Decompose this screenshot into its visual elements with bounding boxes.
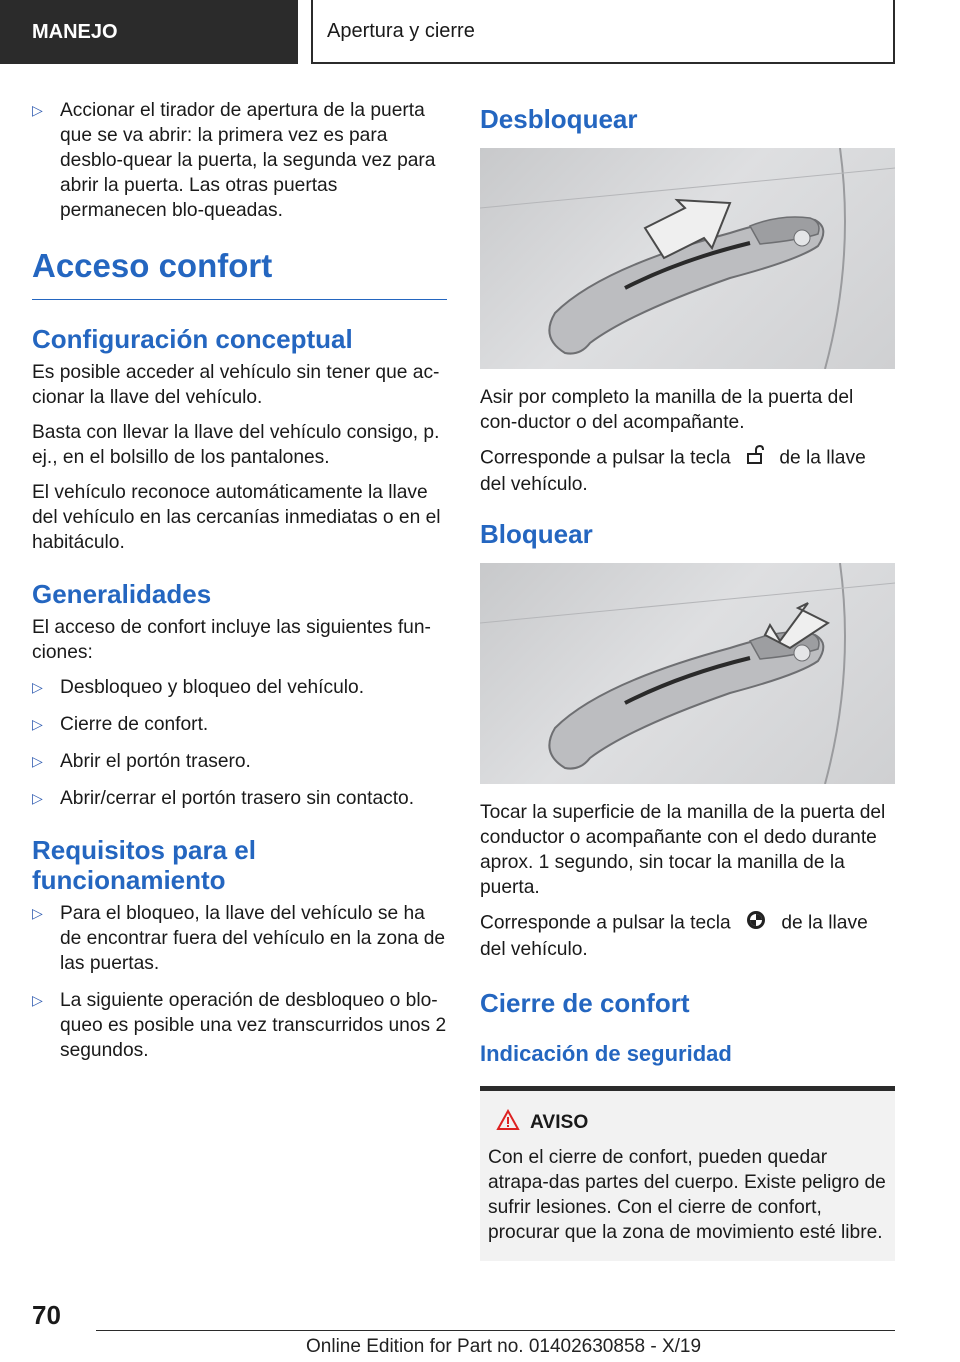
requirements-list (32, 901, 447, 1063)
list-item: ▷ Cierre de confort. (32, 714, 209, 735)
door-handle-lock-image (480, 563, 895, 784)
list-item: ▷ La siguiente operación de desbloqueo o blo-queo es posible una vez transcurridos unos 2 segundos. (32, 990, 447, 1061)
bullet-triangle-icon: ▷ (32, 102, 43, 118)
bullet-triangle-icon: ▷ (32, 679, 43, 695)
heading-lock: Bloquear (480, 519, 593, 549)
warning-text: Con el cierre de confort, pueden quedar atrapa-das partes del cuerpo. Existe peligro de sufrir lesiones. Con el cierre de confort, procurar que la zona de movimiento esté libre. (488, 1147, 886, 1243)
page-number: 70 (32, 1300, 61, 1330)
section-title: Acceso confort (32, 245, 447, 300)
bmw-logo-icon (746, 910, 766, 937)
bullet-triangle-icon: ▷ (32, 992, 43, 1008)
footer-divider (96, 1330, 895, 1331)
bullet-triangle-icon: ▷ (32, 790, 43, 806)
paragraph: Tocar la superficie de la manilla de la puerta del conductor o acompañante con el dedo durante aprox. 1 segundo, sin tocar la manilla de la puerta. (480, 802, 886, 898)
intro-list (32, 98, 447, 223)
list-item: ▷ Abrir el portón trasero. (32, 751, 251, 772)
paragraph: Es posible acceder al vehículo sin tener que ac-cionar la llave del vehículo. (32, 362, 440, 408)
warning-header (496, 1109, 887, 1137)
list-item: ▷ Desbloqueo y bloqueo del vehículo. (32, 677, 365, 698)
door-handle-unlock-image (480, 148, 895, 369)
left-column (32, 98, 447, 1075)
bullet-triangle-icon: ▷ (32, 753, 43, 769)
open-padlock-icon (746, 445, 764, 472)
paragraph: El vehículo reconoce automáticamente la llave del vehículo en las cercanías inmediatas o en el habitáculo. (32, 482, 441, 553)
warning-triangle-icon (496, 1109, 520, 1137)
warning-title: AVISO (530, 1112, 589, 1133)
paragraph: Basta con llevar la llave del vehículo consigo, p. ej., en el bolsillo de los pantalones. (32, 422, 440, 468)
footer-edition: Online Edition for Part no. 01402630858 - X/19 (306, 1336, 702, 1357)
paragraph: El acceso de confort incluye las siguientes fun-ciones: (32, 617, 431, 663)
header-section: MANEJO (0, 0, 298, 64)
list-item: ▷ Accionar el tirador de apertura de la puerta que se va abrir: la primera vez es para desblo-quear la puerta, la segunda vez para abrir la puerta. Las otras puertas permanecen blo-queadas. (32, 100, 436, 221)
list-item: ▷ Abrir/cerrar el portón trasero sin contacto. (32, 788, 415, 809)
header-chapter: Apertura y cierre (311, 0, 895, 64)
bullet-triangle-icon: ▷ (32, 716, 43, 732)
heading-comfort-close: Cierre de confort (480, 988, 690, 1018)
right-column (480, 98, 895, 1261)
heading-safety: Indicación de seguridad (480, 1041, 732, 1066)
paragraph: Corresponde a pulsar la tecla de la llave del vehículo. (480, 445, 895, 497)
warning-box (480, 1086, 895, 1261)
list-item: ▷ Para el bloqueo, la llave del vehículo se ha de encontrar fuera del vehículo en la zona de las puertas. (32, 903, 446, 974)
heading-general: Generalidades (32, 579, 212, 609)
paragraph: Corresponde a pulsar la tecla de la llave del vehículo. (480, 910, 895, 962)
general-list (32, 675, 447, 811)
bullet-triangle-icon: ▷ (32, 905, 43, 921)
heading-unlock: Desbloquear (480, 104, 638, 134)
heading-requirements: Requisitos para el funcionamiento (32, 835, 256, 895)
paragraph: Asir por completo la manilla de la puerta del con-ductor o del acompañante. (480, 387, 854, 433)
heading-config: Configuración conceptual (32, 324, 353, 354)
